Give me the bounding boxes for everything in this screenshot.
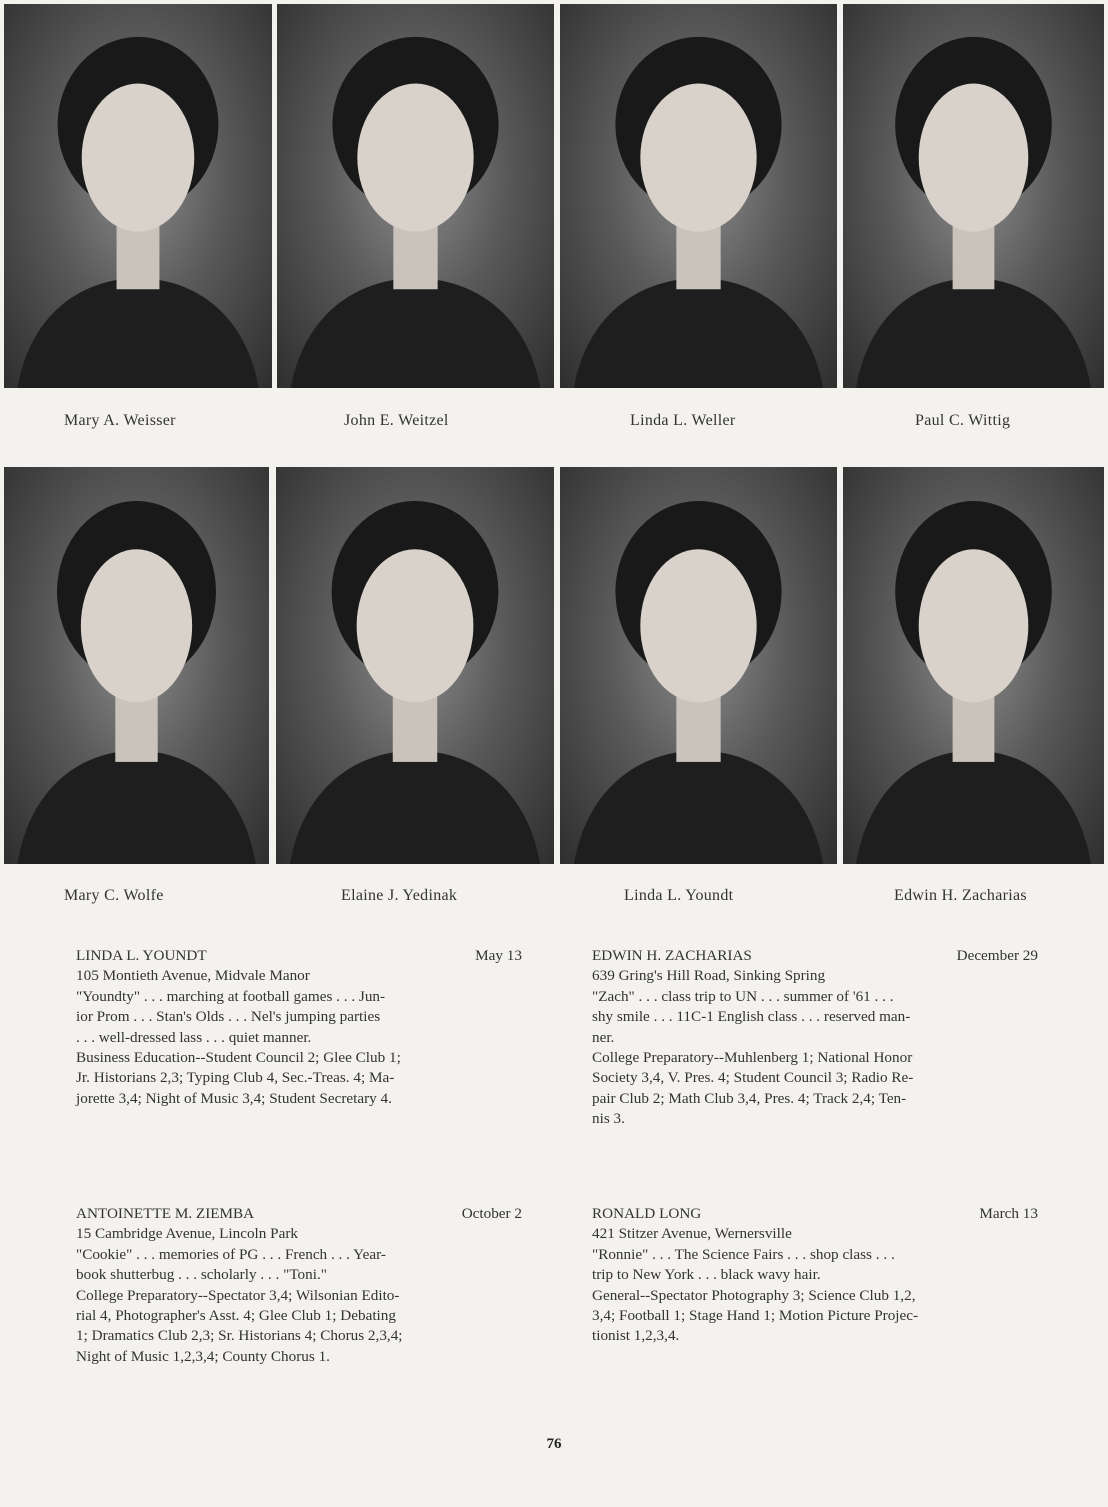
bio-line: 105 Montieth Avenue, Midvale Manor xyxy=(76,967,310,985)
bio-entry xyxy=(592,946,1038,1130)
portrait-silhouette xyxy=(277,4,554,388)
bio-name: RONALD LONG xyxy=(592,1205,702,1222)
portrait-caption: Paul C. Wittig xyxy=(915,412,1011,429)
bio-name: ANTOINETTE M. ZIEMBA xyxy=(76,1205,255,1222)
bio-birthday: October 2 xyxy=(461,1205,522,1222)
bio-line: 15 Cambridge Avenue, Lincoln Park xyxy=(76,1225,298,1243)
bio-birthday: March 13 xyxy=(979,1205,1038,1222)
portrait-photo xyxy=(4,4,272,388)
portrait-photo xyxy=(560,4,837,388)
portrait-caption: Mary C. Wolfe xyxy=(64,887,164,904)
bio-line: rial 4, Photographer's Asst. 4; Glee Club 1; Debating xyxy=(76,1307,396,1325)
bio-line: "Ronnie" . . . The Science Fairs . . . shop class . . . xyxy=(592,1245,895,1263)
bio-line: 639 Gring's Hill Road, Sinking Spring xyxy=(592,967,826,985)
bio-entry xyxy=(592,1204,1038,1347)
bio-line: book shutterbug . . . scholarly . . . "Toni." xyxy=(76,1266,327,1284)
portrait-caption: John E. Weitzel xyxy=(344,412,449,429)
portrait-caption: Edwin H. Zacharias xyxy=(894,887,1027,904)
portrait-photo xyxy=(276,467,554,864)
bio-line: ior Prom . . . Stan's Olds . . . Nel's jumping parties xyxy=(76,1008,381,1026)
bio-line: College Preparatory--Spectator 3,4; Wilsonian Edito- xyxy=(76,1286,400,1304)
bio-line: . . . well-dressed lass . . . quiet manner. xyxy=(76,1028,312,1046)
portrait-caption: Linda L. Youndt xyxy=(624,887,734,904)
portrait-silhouette xyxy=(843,4,1104,388)
bio-line: shy smile . . . 11C-1 English class . . . reserved man- xyxy=(592,1008,911,1026)
bio-line: ner. xyxy=(592,1028,615,1046)
bio-line: pair Club 2; Math Club 3,4, Pres. 4; Track 2,4; Ten- xyxy=(592,1089,907,1107)
bio-entry xyxy=(76,946,522,1109)
portrait-photo xyxy=(4,467,269,864)
bio-line: jorette 3,4; Night of Music 3,4; Student Secretary 4. xyxy=(76,1089,392,1107)
portrait-photo xyxy=(843,467,1104,864)
portrait-silhouette xyxy=(560,4,837,388)
portrait-silhouette xyxy=(4,467,269,864)
portrait-caption: Elaine J. Yedinak xyxy=(341,887,458,904)
bio-line: trip to New York . . . black wavy hair. xyxy=(592,1266,821,1284)
portrait-photo xyxy=(843,4,1104,388)
bio-line: 3,4; Football 1; Stage Hand 1; Motion Picture Projec- xyxy=(592,1307,919,1325)
bio-line: Jr. Historians 2,3; Typing Club 4, Sec.-Treas. 4; Ma- xyxy=(76,1069,395,1087)
portrait-silhouette xyxy=(843,467,1104,864)
bio-line: nis 3. xyxy=(592,1110,625,1128)
portrait-photo xyxy=(277,4,554,388)
portrait-silhouette xyxy=(4,4,272,388)
bio-name: EDWIN H. ZACHARIAS xyxy=(592,947,752,964)
bio-name: LINDA L. YOUNDT xyxy=(76,947,207,964)
page-number: 76 xyxy=(546,1436,562,1452)
portrait-photo xyxy=(560,467,837,864)
bio-line: Night of Music 1,2,3,4; County Chorus 1. xyxy=(76,1347,330,1365)
bio-line: 1; Dramatics Club 2,3; Sr. Historians 4; Chorus 2,3,4; xyxy=(76,1327,403,1345)
portrait-caption: Mary A. Weisser xyxy=(64,412,176,429)
portrait-silhouette xyxy=(276,467,554,864)
bio-line: "Youndty" . . . marching at football games . . . Jun- xyxy=(76,987,386,1005)
bio-line: "Zach" . . . class trip to UN . . . summer of '61 . . . xyxy=(592,987,894,1005)
portrait-silhouette xyxy=(560,467,837,864)
bio-line: College Preparatory--Muhlenberg 1; National Honor xyxy=(592,1049,913,1067)
bio-line: "Cookie" . . . memories of PG . . . French . . . Year- xyxy=(76,1245,386,1263)
bio-line: Business Education--Student Council 2; Glee Club 1; xyxy=(76,1049,401,1067)
bio-birthday: December 29 xyxy=(956,947,1038,964)
bio-line: General--Spectator Photography 3; Science Club 1,2, xyxy=(592,1286,916,1304)
bio-line: 421 Stitzer Avenue, Wernersville xyxy=(592,1225,792,1243)
bio-birthday: May 13 xyxy=(475,947,522,964)
bio-line: Society 3,4, V. Pres. 4; Student Council 3; Radio Re- xyxy=(592,1069,914,1087)
portrait-caption: Linda L. Weller xyxy=(630,412,736,429)
bio-entry xyxy=(76,1204,522,1367)
bio-line: tionist 1,2,3,4. xyxy=(592,1327,680,1345)
